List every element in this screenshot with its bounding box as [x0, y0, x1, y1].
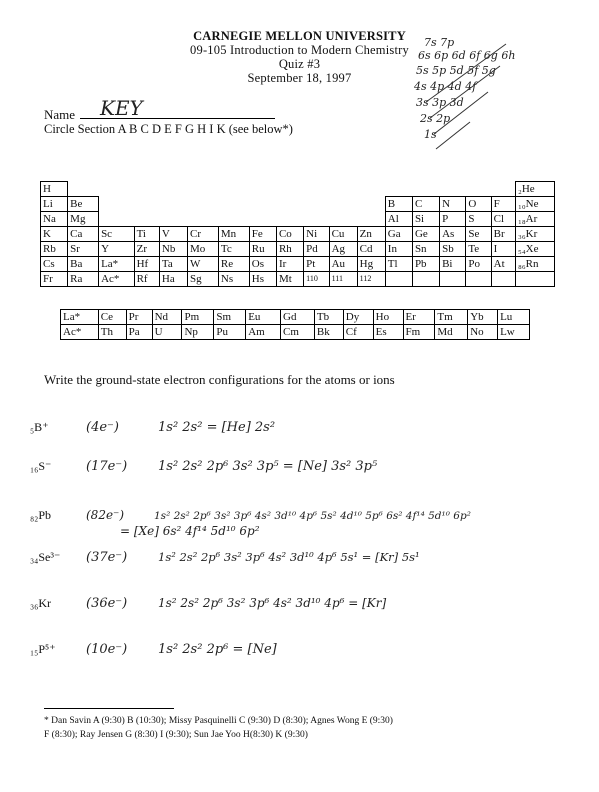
instruction-text: Write the ground-state electron configurations for the atoms or ions: [44, 372, 395, 387]
configuration: 1s² 2s² 2p⁶ 3s² 3p⁶ 4s² 3d¹⁰ 4p⁶ = [Kr]: [158, 596, 387, 610]
element-cell: Tm: [435, 310, 468, 325]
element-cell: [188, 197, 219, 212]
element-cell: Pt: [304, 257, 329, 272]
element-cell: ₈₆Rn: [516, 257, 555, 272]
element-cell: [134, 182, 159, 197]
element-cell: [440, 272, 466, 287]
element-cell: Na: [41, 212, 68, 227]
element-cell: Rb: [41, 242, 68, 257]
element-cell: [276, 212, 303, 227]
element-cell: ₁₈Ar: [516, 212, 555, 227]
element-cell: [491, 272, 515, 287]
element-cell: La*: [99, 257, 135, 272]
element-cell: Ag: [329, 242, 357, 257]
configuration: 1s² 2s² 2p⁶ = [Ne]: [158, 642, 277, 657]
element-cell: [329, 212, 357, 227]
species-label: ₃₆Kr: [30, 596, 52, 610]
element-cell: [276, 197, 303, 212]
element-cell: Bi: [440, 257, 466, 272]
orbital-diagram: [410, 34, 595, 164]
f-block-row: [61, 310, 530, 325]
element-cell: Os: [249, 257, 276, 272]
element-cell: [99, 182, 135, 197]
element-cell: [218, 197, 249, 212]
periodic-table: [40, 181, 555, 287]
element-cell: [218, 212, 249, 227]
element-cell: [99, 197, 135, 212]
margin-note: 3s 3p 3d: [416, 96, 464, 109]
f-block-table: [60, 309, 530, 340]
element-cell: Ha: [159, 272, 187, 287]
element-cell: [329, 197, 357, 212]
element-cell: Cu: [329, 227, 357, 242]
element-cell: Hg: [357, 257, 385, 272]
element-cell: Zr: [134, 242, 159, 257]
element-cell: Sb: [440, 242, 466, 257]
electron-count: (37e⁻): [86, 550, 128, 565]
course-title: 09-105 Introduction to Modern Chemistry: [190, 43, 409, 57]
element-cell: Tl: [385, 257, 412, 272]
configuration: 1s² 2s² = [He] 2s²: [158, 420, 276, 435]
element-cell: [304, 182, 329, 197]
element-cell: Cf: [343, 325, 373, 340]
element-cell: ₅₄Xe: [516, 242, 555, 257]
configuration: 1s² 2s² 2p⁶ 3s² 3p⁶ 4s² 3d¹⁰ 4p⁶ 5s² 4d¹⁰ 5p⁶ 6s² 4f¹⁴ 5d¹⁰ 6p²: [154, 510, 471, 522]
element-cell: Cl: [491, 212, 515, 227]
element-cell: Bk: [314, 325, 343, 340]
element-cell: [276, 182, 303, 197]
element-cell: Pb: [412, 257, 439, 272]
element-cell: Es: [373, 325, 403, 340]
margin-note: 4s 4p 4d 4f: [414, 80, 477, 93]
element-cell: At: [491, 257, 515, 272]
element-cell: Sr: [68, 242, 99, 257]
element-cell: Fm: [403, 325, 435, 340]
element-cell: Y: [99, 242, 135, 257]
element-cell: Br: [491, 227, 515, 242]
species-label: ₁₆S⁻: [30, 459, 52, 473]
element-cell: [68, 182, 99, 197]
element-cell: [99, 212, 135, 227]
element-cell: Fe: [249, 227, 276, 242]
footnote-line: * Dan Savin A (9:30) B (10:30); Missy Pasquinelli C (9:30) D (8:30); Agnes Wong E (9:30): [44, 716, 393, 726]
footnote-line: F (8:30); Ray Jensen G (8:30) I (9:30); Sun Jae Yoo H(8:30) K (9:30): [44, 730, 308, 740]
element-cell: Be: [68, 197, 99, 212]
element-cell: Th: [98, 325, 126, 340]
periodic-row: [41, 212, 555, 227]
element-cell: Yb: [468, 310, 498, 325]
periodic-row: [41, 272, 555, 287]
element-cell: [304, 197, 329, 212]
element-cell: [134, 197, 159, 212]
element-cell: [412, 182, 439, 197]
element-cell: [385, 182, 412, 197]
element-cell: [159, 197, 187, 212]
answer-row: [30, 418, 275, 436]
element-cell: [466, 182, 491, 197]
element-cell: [188, 182, 219, 197]
element-cell: Np: [182, 325, 214, 340]
element-cell: Eu: [246, 310, 281, 325]
element-cell: [188, 212, 219, 227]
element-cell: Pd: [304, 242, 329, 257]
element-cell: Re: [218, 257, 249, 272]
element-cell: Se: [466, 227, 491, 242]
element-cell: Ti: [134, 227, 159, 242]
species-label: ₈₂Pb: [30, 508, 52, 522]
element-cell: 112: [357, 272, 385, 287]
element-cell: Pm: [182, 310, 214, 325]
element-cell: [329, 182, 357, 197]
element-cell: [159, 212, 187, 227]
periodic-row: [41, 227, 555, 242]
element-cell: [249, 197, 276, 212]
element-cell: Ac*: [61, 325, 99, 340]
element-cell: As: [440, 227, 466, 242]
element-cell: W: [188, 257, 219, 272]
element-cell: Co: [276, 227, 303, 242]
electron-count: (82e⁻): [86, 508, 125, 522]
element-cell: Ce: [98, 310, 126, 325]
element-cell: Md: [435, 325, 468, 340]
element-cell: Sm: [214, 310, 246, 325]
element-cell: [134, 212, 159, 227]
element-cell: Rf: [134, 272, 159, 287]
element-cell: [249, 212, 276, 227]
configuration-continued: = [Xe] 6s² 4f¹⁴ 5d¹⁰ 6p²: [120, 524, 260, 538]
element-cell: Ru: [249, 242, 276, 257]
periodic-row: [41, 197, 555, 212]
element-cell: V: [159, 227, 187, 242]
answer-row: [30, 457, 377, 475]
element-cell: Si: [412, 212, 439, 227]
element-cell: [466, 272, 491, 287]
element-cell: Hf: [134, 257, 159, 272]
element-cell: Li: [41, 197, 68, 212]
element-cell: Nd: [152, 310, 182, 325]
element-cell: N: [440, 197, 466, 212]
configuration: 1s² 2s² 2p⁶ 3s² 3p⁶ 4s² 3d¹⁰ 4p⁶ 5s¹ = [Kr] 5s¹: [158, 550, 420, 564]
element-cell: [304, 212, 329, 227]
element-cell: I: [491, 242, 515, 257]
element-cell: K: [41, 227, 68, 242]
element-cell: Rh: [276, 242, 303, 257]
element-cell: Fr: [41, 272, 68, 287]
element-cell: Ni: [304, 227, 329, 242]
element-cell: Ta: [159, 257, 187, 272]
element-cell: Hs: [249, 272, 276, 287]
electron-count: (4e⁻): [86, 420, 119, 435]
element-cell: [357, 212, 385, 227]
margin-note: 5s 5p 5d 5f 5g: [416, 64, 496, 77]
element-cell: Po: [466, 257, 491, 272]
element-cell: [385, 272, 412, 287]
answer-row: [30, 506, 595, 524]
margin-note: 6s 6p 6d 6f 6g 6h: [418, 49, 516, 62]
element-cell: Cs: [41, 257, 68, 272]
element-cell: Cr: [188, 227, 219, 242]
quiz-title: Quiz #3: [278, 57, 321, 71]
element-cell: Mg: [68, 212, 99, 227]
margin-note: 2s 2p: [420, 112, 451, 125]
section-label: Circle Section A B C D E F G H I K (see below*): [44, 122, 293, 136]
electron-count: (10e⁻): [86, 642, 128, 657]
species-label: ₁₅P⁵⁺: [30, 642, 56, 656]
element-cell: P: [440, 212, 466, 227]
element-cell: ₃₆Kr: [516, 227, 555, 242]
element-cell: [159, 182, 187, 197]
element-cell: Ca: [68, 227, 99, 242]
element-cell: H: [41, 182, 68, 197]
element-cell: ₁₀Ne: [516, 197, 555, 212]
element-cell: 111: [329, 272, 357, 287]
element-cell: Pr: [126, 310, 152, 325]
margin-note: 1s: [424, 128, 437, 141]
name-value: KEY: [100, 96, 143, 120]
electron-count: (17e⁻): [86, 459, 128, 474]
element-cell: Am: [246, 325, 281, 340]
element-cell: U: [152, 325, 182, 340]
university-title: CARNEGIE MELLON UNIVERSITY: [193, 29, 406, 43]
answer-row: [30, 594, 386, 612]
element-cell: Nb: [159, 242, 187, 257]
element-cell: [357, 197, 385, 212]
answer-row: [30, 548, 420, 566]
element-cell: Ge: [412, 227, 439, 242]
element-cell: Cm: [281, 325, 315, 340]
element-cell: [412, 272, 439, 287]
periodic-row: [41, 242, 555, 257]
element-cell: [357, 182, 385, 197]
element-cell: [516, 272, 555, 287]
element-cell: Lw: [498, 325, 530, 340]
element-cell: In: [385, 242, 412, 257]
element-cell: Ba: [68, 257, 99, 272]
quiz-date: September 18, 1997: [247, 71, 352, 85]
element-cell: Cd: [357, 242, 385, 257]
element-cell: No: [468, 325, 498, 340]
element-cell: [218, 182, 249, 197]
species-label: ₅B⁺: [30, 420, 49, 434]
element-cell: Mo: [188, 242, 219, 257]
element-cell: Sg: [188, 272, 219, 287]
element-cell: Zn: [357, 227, 385, 242]
element-cell: C: [412, 197, 439, 212]
element-cell: Ra: [68, 272, 99, 287]
element-cell: B: [385, 197, 412, 212]
element-cell: Ir: [276, 257, 303, 272]
element-cell: 110: [304, 272, 329, 287]
element-cell: Pa: [126, 325, 152, 340]
element-cell: Sc: [99, 227, 135, 242]
margin-note: 7s 7p: [424, 36, 455, 49]
electron-count: (36e⁻): [86, 596, 128, 611]
element-cell: ₂He: [516, 182, 555, 197]
element-cell: Sn: [412, 242, 439, 257]
element-cell: Gd: [281, 310, 315, 325]
footnote-rule: [44, 708, 174, 709]
f-block-row: [61, 325, 530, 340]
element-cell: Er: [403, 310, 435, 325]
element-cell: Au: [329, 257, 357, 272]
element-cell: Ho: [373, 310, 403, 325]
species-label: ₃₄Se³⁻: [30, 550, 61, 564]
element-cell: Te: [466, 242, 491, 257]
element-cell: O: [466, 197, 491, 212]
element-cell: Mt: [276, 272, 303, 287]
periodic-row: [41, 182, 555, 197]
periodic-row: [41, 257, 555, 272]
element-cell: [491, 182, 515, 197]
element-cell: Mn: [218, 227, 249, 242]
element-cell: Tb: [314, 310, 343, 325]
element-cell: Dy: [343, 310, 373, 325]
name-label: Name: [44, 107, 76, 122]
element-cell: Ac*: [99, 272, 135, 287]
element-cell: Tc: [218, 242, 249, 257]
element-cell: S: [466, 212, 491, 227]
element-cell: Pu: [214, 325, 246, 340]
element-cell: Al: [385, 212, 412, 227]
element-cell: F: [491, 197, 515, 212]
element-cell: Lu: [498, 310, 530, 325]
element-cell: Ns: [218, 272, 249, 287]
element-cell: [249, 182, 276, 197]
element-cell: [440, 182, 466, 197]
element-cell: La*: [61, 310, 99, 325]
element-cell: Ga: [385, 227, 412, 242]
answer-row: [30, 640, 277, 658]
diagonal-arrows: [410, 34, 595, 164]
configuration: 1s² 2s² 2p⁶ 3s² 3p⁵ = [Ne] 3s² 3p⁵: [158, 459, 378, 474]
